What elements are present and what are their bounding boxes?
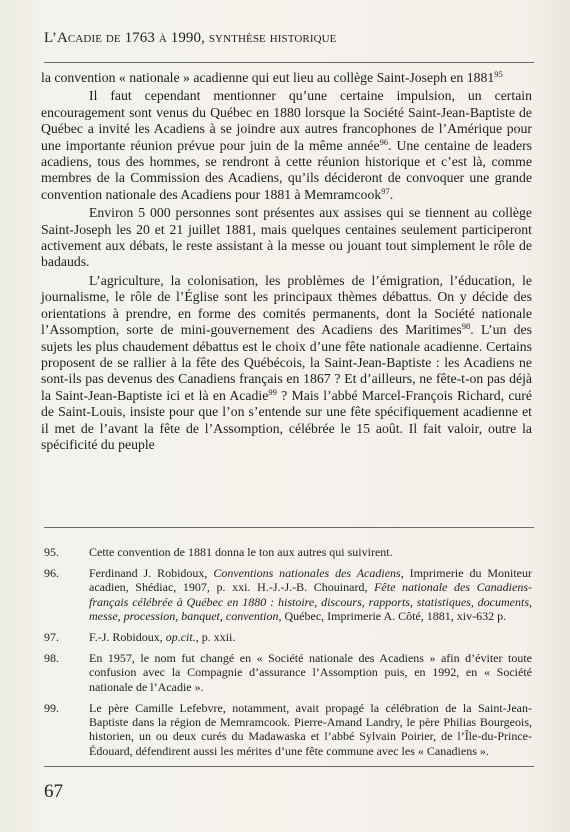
footnote-segment: Le père Camille Lefebvre, notamment, avait propagé la célébration de la Saint-Jean-Baptiste dans la région de Memramcook. Pierre-Amand Landry, le père Philias Bourgeois, historien, un ou deux curés du Madawaska et l’abbé Sylvain Poirier, de l’Île-du-Prince-Édouard, défendirent aussi les mérites d’une fête commune avec les « Canadiens ».: [89, 700, 532, 758]
paragraph-1-text: la convention « nationale » acadienne qui eut lieu au collège Saint-Joseph en 1881: [41, 70, 495, 85]
paragraph-4-text-b: . L’un des sujets les plus chaudement débattus est le choix d’une fête nationale acadienne. Certains proposent de se rallier à la fête des Québécois, la Saint-Jean-Baptiste : les Acadiens ne sont-ils pas devenus des Canadiens français en 1867 ? Et d’ailleurs, ne fête-t-on pas déjà la Saint-Jean-Baptiste ici et là en Acadie: [41, 322, 533, 403]
footnote-title: Conventions nationales des Acadiens: [213, 565, 401, 580]
footnote-title: Fête nationale des Canadiens-français célébrée à Québec en 1880 : histoire, discours, rapports, statistiques, documents, messe, procession, banquet, convention: [89, 580, 532, 624]
footnote-number: 99.: [44, 700, 59, 715]
footnote-ref-95[interactable]: 95: [494, 69, 503, 79]
footnote-ref-99[interactable]: 99: [268, 386, 277, 397]
footnote-text: [89, 545, 532, 559]
paragraph-4: [41, 273, 532, 453]
main-text: [41, 70, 532, 453]
footnote-number: 96.: [44, 565, 59, 580]
header-rule: [44, 62, 534, 63]
footnote: [44, 566, 532, 624]
paragraph-1: [41, 70, 532, 86]
footnote-segment: , p. xxii.: [195, 630, 236, 645]
footnote-number: 97.: [44, 630, 59, 645]
footnote-title: op.cit.: [165, 630, 196, 645]
paragraph-4-text-c: ? Mais l’abbé Marcel-François Richard, curé de Saint-Louis, insiste pour que l’on s’entende sur une fête spécifiquement acadienne et il met de l’avant la fête de l’Assomption, célébrée le 15 août. Il fait valoir, outre la spécificité du peuple: [41, 387, 532, 452]
paragraph-2: Il faut cependant mentionner qu’une certaine impulsion, un certain encouragement sont venus du Québec en 1880 lorsque la Société Saint-Jean-Baptiste de Québec a invité les Acadiens à se joindre aux autres francophones de l’Amérique pour une importante réunion prévue pour juin de la même année$^{96}$. Une centaine de leaders acadiens, tous des hommes, se rendront à cette réunion historique et c’est là, comme membres de la Commission des Acadiens, qu’ils décideront de convoquer une grande convention nationale des Acadiens pour 1881 à Memramcook$^{97}$.: [41, 88, 532, 202]
footnote-ref-98[interactable]: 98: [461, 321, 471, 332]
footer-rule: [44, 766, 534, 767]
running-head: L’Acadie de 1763 à 1990, synthèse historique: [44, 30, 337, 46]
footnote-number: 98.: [44, 650, 59, 665]
footnote-rule: [44, 527, 534, 528]
paragraph-2-text-a: Il faut cependant mentionner qu’une certaine impulsion, un certain encouragement sont venus du Québec en 1880 lorsque la Société Saint-Jean-Baptiste de Québec a invité les Acadiens à se joindre aux autres francophones de l’Amérique pour une importante réunion prévue pour juin de la même année: [41, 88, 532, 153]
footnote-segment: F.-J. Robidoux,: [89, 630, 166, 645]
footnote-segment: Ferdinand J. Robidoux,: [89, 565, 214, 580]
footnote-text: [89, 566, 532, 624]
footnote-segment: En 1957, le nom fut changé en « Société nationale des Acadiens » afin d’éviter toute confusion avec la Compagnie d’assurance l’Assomption puis, en 1992, en « Société nationale de l’Acadie ».: [89, 650, 532, 694]
footnotes: [44, 545, 532, 765]
footnote-ref-97[interactable]: 97: [381, 185, 390, 196]
page-number: 67: [44, 781, 63, 802]
paragraph-2-text-b: . Une centaine de leaders acadiens, tous des hommes, se rendront à cette réunion historique et c’est là, comme membres de la Commission des Acadiens, qu’ils décideront de convoquer une grande convention nationale des Acadiens pour 1881 à Memramcook: [41, 137, 532, 202]
footnote: [44, 545, 532, 559]
footnote: [44, 630, 532, 644]
footnote-text: [89, 630, 532, 644]
footnote-number: 95.: [44, 545, 59, 559]
footnote-segment: Cette convention de 1881 donna le ton aux autres qui suivirent.: [89, 545, 393, 559]
footnote-segment: , Imprimerie du Moniteur acadien, Shédiac, 1907, p. xxi. H.-J.-J.-B. Chouinard,: [89, 565, 532, 595]
footnote-text: [89, 701, 532, 759]
paragraph-3: Environ 5 000 personnes sont présentes aux assises qui se tiennent au collège Saint-Joseph les 20 et 21 juillet 1881, mais quelques centaines seulement participeront activement aux débats, le reste assistant à la messe ou jouant tout simplement le rôle de badauds.: [41, 205, 532, 270]
footnote-text: [89, 651, 532, 694]
footnote-segment: , Québec, Imprimerie A. Côté, 1881, xiv-632 p.: [278, 609, 507, 624]
footnote-ref-96[interactable]: 96: [379, 136, 389, 147]
paragraph-4-text-a: L’agriculture, la colonisation, les problèmes de l’émigration, l’éducation, le journalisme, le rôle de l’Église sont les principaux thèmes débattus. On y décide des orientations à prendre, en forme des comités permanents, dont la Société nationale l’Assomption, sorte de mini-gouvernement des Acadiens des Maritimes: [41, 272, 532, 338]
footnote: [44, 651, 532, 694]
footnote: [44, 701, 532, 759]
